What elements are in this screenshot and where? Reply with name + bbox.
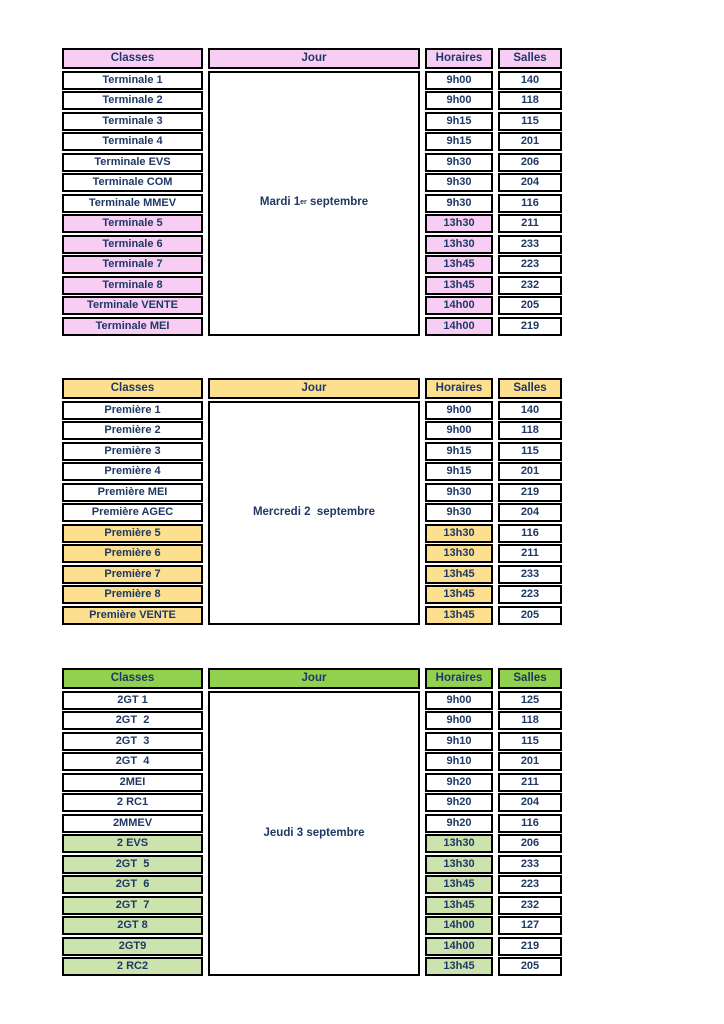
time-cell: 9h30	[425, 153, 493, 172]
day-cell	[208, 401, 420, 625]
day-cell: Mardi 1 er septembre	[208, 71, 420, 336]
time-cell: 13h45	[425, 255, 493, 274]
schedule-table-secondes	[62, 668, 562, 976]
room-cell: 116	[498, 524, 562, 543]
room-cell: 118	[498, 711, 562, 730]
class-cell: 2GT 8	[62, 916, 203, 935]
day-text: Mercredi 2 septembre	[252, 505, 376, 518]
room-cell: 223	[498, 255, 562, 274]
room-cell: 201	[498, 462, 562, 481]
column-header-salles: Salles	[498, 668, 562, 689]
class-cell: Terminale COM	[62, 173, 203, 192]
time-cell: 9h30	[425, 173, 493, 192]
schedule-table-premieres	[62, 378, 562, 625]
day-text-after: septembre	[306, 196, 369, 209]
class-cell: Terminale 4	[62, 132, 203, 151]
time-cell: 9h20	[425, 814, 493, 833]
time-cell: 13h30	[425, 235, 493, 254]
class-cell: 2GT 4	[62, 752, 203, 771]
column-header-horaires: Horaires	[425, 668, 493, 689]
column-jour	[208, 48, 420, 336]
class-cell: 2GT 3	[62, 732, 203, 751]
class-cell: Première 8	[62, 585, 203, 604]
class-cell: 2 RC1	[62, 793, 203, 812]
time-cell: 9h30	[425, 194, 493, 213]
room-cell: 204	[498, 173, 562, 192]
room-cell: 204	[498, 793, 562, 812]
class-cell: 2GT 2	[62, 711, 203, 730]
column-header-horaires: Horaires	[425, 378, 493, 399]
room-cell: 115	[498, 442, 562, 461]
column-header-jour: Jour	[208, 668, 420, 689]
time-cell: 9h30	[425, 503, 493, 522]
column-salles	[498, 668, 562, 976]
time-cell: 9h20	[425, 793, 493, 812]
column-salles	[498, 378, 562, 625]
class-cell: Première 1	[62, 401, 203, 420]
room-cell: 233	[498, 565, 562, 584]
time-cell: 14h00	[425, 317, 493, 336]
room-cell: 223	[498, 585, 562, 604]
room-cell: 219	[498, 937, 562, 956]
class-cell: Première 5	[62, 524, 203, 543]
class-cell: Terminale 8	[62, 276, 203, 295]
time-cell: 9h00	[425, 421, 493, 440]
room-cell: 116	[498, 814, 562, 833]
time-cell: 13h45	[425, 875, 493, 894]
class-cell: 2GT 5	[62, 855, 203, 874]
day-text: Jeudi 3 septembre	[263, 826, 365, 839]
class-cell: 2GT 1	[62, 691, 203, 710]
class-cell: Terminale 1	[62, 71, 203, 90]
class-cell: 2GT 7	[62, 896, 203, 915]
time-cell: 9h00	[425, 691, 493, 710]
column-header-jour: Jour	[208, 48, 420, 69]
class-cell: 2GT9	[62, 937, 203, 956]
class-cell: Terminale 5	[62, 214, 203, 233]
time-cell: 13h45	[425, 585, 493, 604]
class-cell: Première AGEC	[62, 503, 203, 522]
column-header-classes: Classes	[62, 378, 203, 399]
class-cell: Terminale 3	[62, 112, 203, 131]
room-cell: 205	[498, 606, 562, 625]
time-cell: 13h45	[425, 276, 493, 295]
column-header-salles: Salles	[498, 378, 562, 399]
room-cell: 211	[498, 214, 562, 233]
time-cell: 13h30	[425, 214, 493, 233]
time-cell: 13h45	[425, 606, 493, 625]
time-cell: 9h00	[425, 91, 493, 110]
time-cell: 9h00	[425, 71, 493, 90]
time-cell: 13h30	[425, 524, 493, 543]
room-cell: 140	[498, 71, 562, 90]
time-cell: 13h45	[425, 896, 493, 915]
room-cell: 201	[498, 752, 562, 771]
room-cell: 233	[498, 235, 562, 254]
class-cell: 2 RC2	[62, 957, 203, 976]
room-cell: 206	[498, 834, 562, 853]
class-cell: Première MEI	[62, 483, 203, 502]
class-cell: Terminale EVS	[62, 153, 203, 172]
column-salles	[498, 48, 562, 336]
class-cell: 2MMEV	[62, 814, 203, 833]
room-cell: 115	[498, 112, 562, 131]
column-header-salles: Salles	[498, 48, 562, 69]
class-cell: Première VENTE	[62, 606, 203, 625]
day-text: Mardi 1	[259, 196, 301, 209]
class-cell: Première 7	[62, 565, 203, 584]
time-cell: 14h00	[425, 916, 493, 935]
room-cell: 118	[498, 91, 562, 110]
class-cell: Terminale 6	[62, 235, 203, 254]
time-cell: 13h45	[425, 565, 493, 584]
column-classes	[62, 48, 203, 336]
time-cell: 14h00	[425, 296, 493, 315]
room-cell: 116	[498, 194, 562, 213]
room-cell: 232	[498, 896, 562, 915]
day-cell	[208, 691, 420, 977]
room-cell: 118	[498, 421, 562, 440]
column-horaires	[425, 668, 493, 976]
column-jour	[208, 668, 420, 976]
schedule-table-terminales	[62, 48, 562, 336]
class-cell: Terminale 7	[62, 255, 203, 274]
column-header-jour: Jour	[208, 378, 420, 399]
class-cell: 2 EVS	[62, 834, 203, 853]
room-cell: 127	[498, 916, 562, 935]
room-cell: 211	[498, 544, 562, 563]
time-cell: 9h20	[425, 773, 493, 792]
class-cell: Première 4	[62, 462, 203, 481]
column-header-classes: Classes	[62, 668, 203, 689]
class-cell: Terminale MEI	[62, 317, 203, 336]
class-cell: 2GT 6	[62, 875, 203, 894]
time-cell: 9h30	[425, 483, 493, 502]
room-cell: 205	[498, 296, 562, 315]
time-cell: 9h10	[425, 752, 493, 771]
room-cell: 219	[498, 317, 562, 336]
class-cell: Première 2	[62, 421, 203, 440]
class-cell: Terminale MMEV	[62, 194, 203, 213]
column-classes	[62, 378, 203, 625]
room-cell: 233	[498, 855, 562, 874]
time-cell: 9h00	[425, 711, 493, 730]
time-cell: 9h00	[425, 401, 493, 420]
time-cell: 13h30	[425, 855, 493, 874]
column-header-classes: Classes	[62, 48, 203, 69]
time-cell: 14h00	[425, 937, 493, 956]
time-cell: 9h15	[425, 462, 493, 481]
time-cell: 9h10	[425, 732, 493, 751]
time-cell: 13h30	[425, 834, 493, 853]
column-jour	[208, 378, 420, 625]
class-cell: 2MEI	[62, 773, 203, 792]
class-cell: Première 3	[62, 442, 203, 461]
room-cell: 125	[498, 691, 562, 710]
class-cell: Terminale VENTE	[62, 296, 203, 315]
room-cell: 206	[498, 153, 562, 172]
room-cell: 219	[498, 483, 562, 502]
room-cell: 204	[498, 503, 562, 522]
column-classes	[62, 668, 203, 976]
room-cell: 115	[498, 732, 562, 751]
time-cell: 9h15	[425, 112, 493, 131]
class-cell: Terminale 2	[62, 91, 203, 110]
time-cell: 13h30	[425, 544, 493, 563]
time-cell: 9h15	[425, 132, 493, 151]
column-horaires	[425, 378, 493, 625]
room-cell: 205	[498, 957, 562, 976]
time-cell: 9h15	[425, 442, 493, 461]
time-cell: 13h45	[425, 957, 493, 976]
room-cell: 201	[498, 132, 562, 151]
class-cell: Première 6	[62, 544, 203, 563]
room-cell: 211	[498, 773, 562, 792]
room-cell: 232	[498, 276, 562, 295]
room-cell: 223	[498, 875, 562, 894]
column-horaires	[425, 48, 493, 336]
room-cell: 140	[498, 401, 562, 420]
column-header-horaires: Horaires	[425, 48, 493, 69]
